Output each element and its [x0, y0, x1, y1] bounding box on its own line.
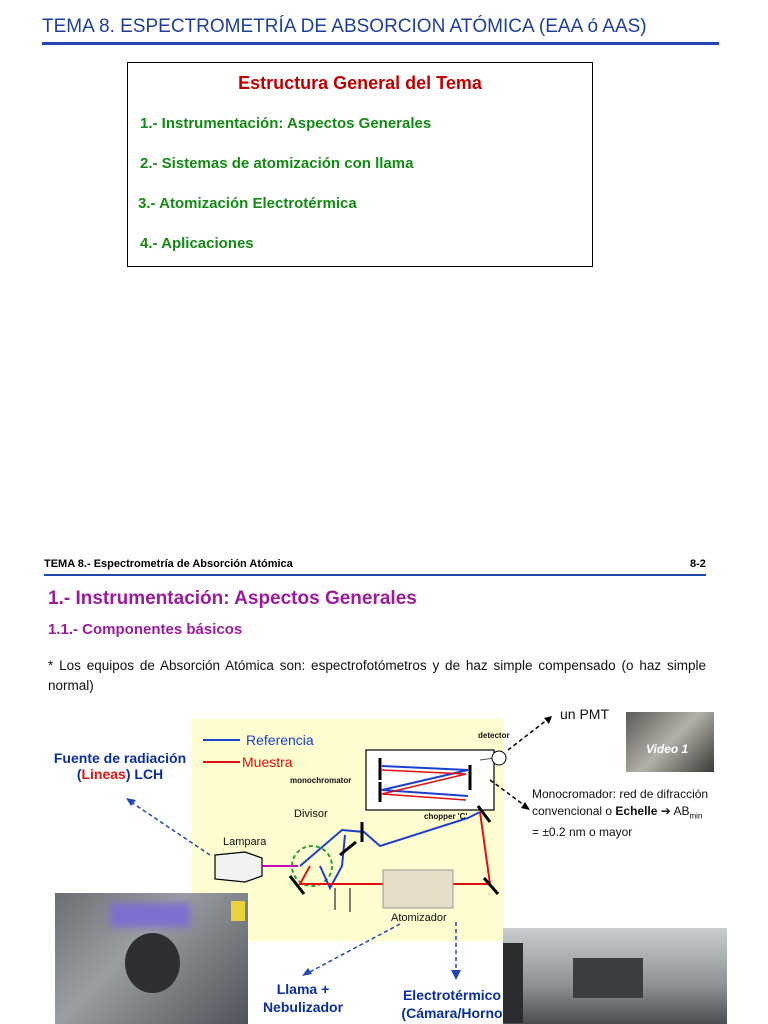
- mirror-4: [484, 878, 498, 894]
- toc-item-2: 2.- Sistemas de atomización con llama: [140, 155, 414, 172]
- toc-title: Estructura General del Tema: [238, 73, 482, 93]
- arrow-llama: [306, 924, 400, 974]
- arrow-fuente-head: [126, 798, 136, 806]
- slide2-paragraph: * Los equipos de Absorción Atómica son: espectrofotómetros y de haz simple compensado (o haz simple normal): [48, 658, 706, 693]
- toc-item-4: 4.- Aplicaciones: [140, 235, 254, 252]
- slide2-subtitle: 1.1.- Componentes básicos: [48, 621, 243, 638]
- lamp-icon: [215, 852, 262, 882]
- detector-label: detector: [478, 731, 510, 740]
- electrothermal-label: Electrotérmico (Cámara/Horno: [401, 987, 503, 1021]
- monochromator-note: Monocromador: red de difracción convencional o Echelle ➔ $AB_{min}$ = ±0.2 nm o mayor: [532, 787, 709, 840]
- toc-item-1: 1.- Instrumentación: Aspectos Generales: [140, 115, 432, 132]
- legend-sample: Muestra: [242, 754, 293, 770]
- lamp-label: Lampara: [223, 836, 267, 848]
- detector-icon: [492, 751, 506, 765]
- monochromator-box: [366, 750, 494, 810]
- toc-item-3: 3.- Atomización Electrotérmica: [138, 195, 357, 212]
- atomizer-label: Atomizador: [391, 912, 447, 924]
- chopper-label: chopper 'C': [424, 812, 468, 821]
- arrow-electro-head: [451, 970, 461, 980]
- atomizer-box: [383, 870, 453, 908]
- electrothermal-instrument-photo: [503, 928, 727, 1024]
- arrow-llama-head: [302, 968, 312, 976]
- pmt-label: un PMT: [560, 706, 610, 722]
- slide2-page-number: 8-2: [690, 558, 706, 570]
- arrow-mono-head: [521, 802, 530, 810]
- arrow-mono: [490, 780, 528, 808]
- slide2-header: TEMA 8.- Espectrometría de Absorción Atómica: [44, 558, 293, 570]
- slide2-title: 1.- Instrumentación: Aspectos Generales: [48, 588, 417, 609]
- mirror-2: [340, 842, 356, 855]
- flame-instrument-photo: [55, 893, 248, 1024]
- arrow-fuente: [128, 800, 210, 855]
- arrow-pmt: [508, 716, 552, 750]
- radiation-source-label: Fuente de radiación (Lineas) LCH: [53, 750, 187, 782]
- monochromator-label: monochromator: [290, 776, 352, 785]
- flame-nebulizer-label: Llama + Nebulizador: [262, 981, 344, 1015]
- legend-reference: Referencia: [246, 732, 314, 748]
- arrow-pmt-head: [544, 716, 552, 724]
- divisor-label: Divisor: [294, 808, 328, 820]
- slide-title: TEMA 8. ESPECTROMETRÍA DE ABSORCION ATÓMICA (EAA ó AAS): [42, 16, 647, 37]
- video-label[interactable]: Video 1: [646, 742, 689, 756]
